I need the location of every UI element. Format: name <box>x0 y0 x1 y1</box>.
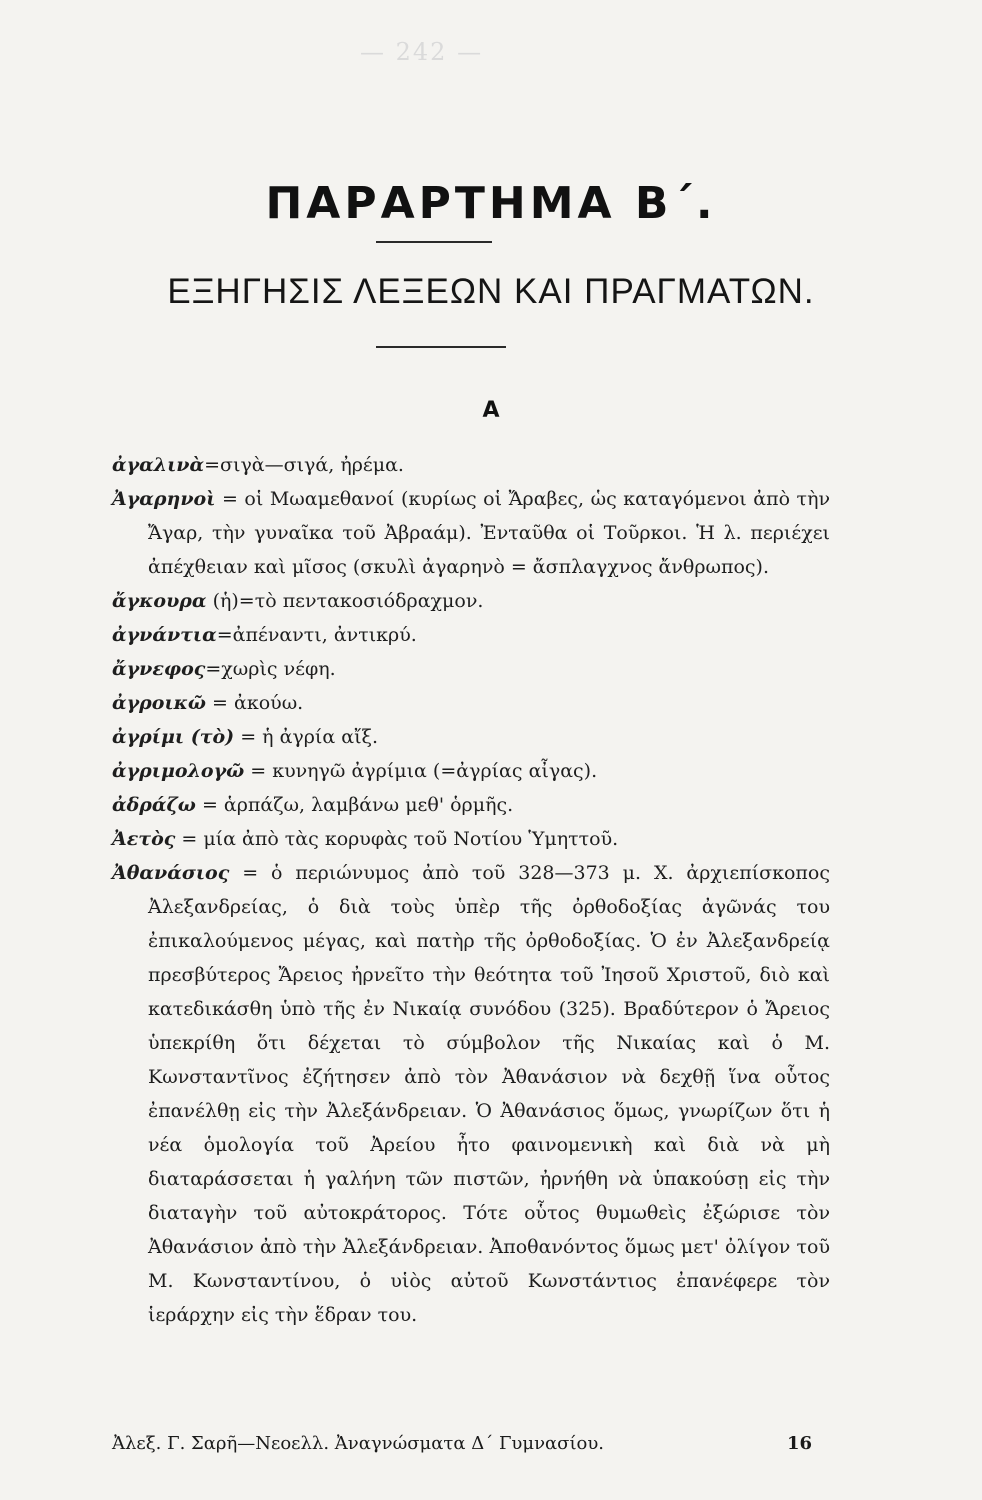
entry-term: ἀγροικῶ <box>112 692 206 714</box>
entry-term: Ἀετὸς <box>112 828 176 850</box>
entry-definition: = ὁ περιώνυμος ἀπὸ τοῦ 328—373 μ. Χ. ἀρχιεπίσκοπος Ἀλεξανδρείας, ὁ διὰ τοὺς ὑπὲρ τῆς ὀρθοδοξίας ἀγῶνάς του ἐπικαλούμενος μέγας, καὶ πατὴρ τῆς ὀρθοδοξίας. Ὁ ἐν Ἀλεξανδρείᾳ πρεσβύτερος Ἄρειος ἠρνεῖτο τὴν θεότητα τοῦ Ἰησοῦ Χριστοῦ, διὸ καὶ κατεδικάσθη ὑπὸ τῆς ἐν Νικαίᾳ συνόδου (325). Βραδύτερον ὁ Ἄρειος ὑπεκρίθη ὅτι δέχεται τὸ σύμβολον τῆς Νικαίας καὶ ὁ Μ. Κωνσταντῖνος ἐζήτησεν ἀπὸ τὸν Ἀθανάσιον νὰ δεχθῇ ἵνα οὗτος ἐπανέλθῃ εἰς τὴν Ἀλεξάνδρειαν. Ὁ Ἀθανάσιος ὅμως, γνωρίζων ὅτι ἡ νέα ὁμολογία τοῦ Ἀρείου ἦτο φαινομενικὴ καὶ διὰ νὰ μὴ διαταράσσεται ἡ γαλήνη τῶν πιστῶν, ἠρνήθη νὰ ὑπακούσῃ εἰς τὴν διαταγὴν τοῦ αὐτοκράτορος. Τότε οὗτος θυμωθεὶς ἐξώρισε τὸν Ἀθανάσιον ἀπὸ τὴν Ἀλεξάνδρειαν. Ἀποθανόντος ὅμως μετ' ὀλίγον τοῦ Μ. Κωνσταντίνου, ὁ υἱὸς αὐτοῦ Κωνστάντιος ἐπανέφερε τὸν ἱεράρχην εἰς τὴν ἕδραν του. <box>148 862 830 1326</box>
entry-definition: = ἀκούω. <box>206 692 304 714</box>
entry-definition: = οἱ Μωαμεθανοί (κυρίως οἱ Ἄραβες, ὡς καταγόμενοι ἀπὸ τὴν Ἄγαρ, τὴν γυναῖκα τοῦ Ἀβραάμ). Ἐνταῦθα οἱ Τοῦρκοι. Ἡ λ. περιέχει ἀπέχθειαν καὶ μῖσος (σκυλὶ ἀγαρηνὸ = ἄσπλαγχνος ἄνθρωπος). <box>148 488 830 578</box>
entry-definition: =σιγὰ—σιγά, ἠρέμα. <box>204 454 404 476</box>
entry-definition: = ἡ ἀγρία αἴξ. <box>234 726 379 748</box>
entry-definition: = μία ἀπὸ τὰς κορυφὰς τοῦ Νοτίου Ὑμηττοῦ. <box>175 828 619 850</box>
entry-term: ἀγριμολογῶ <box>112 760 245 782</box>
entry-definition: = ἁρπάζω, λαμβάνω μεθ' ὁρμῆς. <box>195 794 514 816</box>
footer-source: Ἀλεξ. Γ. Σαρῆ—Νεοελλ. Ἀναγνώσματα Δ΄ Γυμνασίου. <box>112 1433 605 1454</box>
glossary-entry <box>112 822 830 856</box>
glossary-entry <box>112 754 830 788</box>
bleed-through-page-number: — 242 — <box>360 38 484 66</box>
glossary-entry <box>112 720 830 754</box>
glossary-entry <box>112 652 830 686</box>
page-footer <box>112 1433 812 1454</box>
glossary-entry <box>112 788 830 822</box>
entry-term: ἀγαλινὰ <box>112 454 205 476</box>
page-number: 16 <box>786 1433 812 1454</box>
glossary-entry <box>112 482 830 584</box>
entry-definition: =χωρὶς νέφη. <box>205 658 336 680</box>
entry-definition: =ἀπέναντι, ἀντικρύ. <box>216 624 417 646</box>
glossary-entry <box>112 448 830 482</box>
glossary-entry <box>112 856 830 1332</box>
entry-term: ἀγνάντια <box>112 624 217 646</box>
letter-heading: Α <box>482 398 500 423</box>
entry-term: ἀδράζω <box>112 794 196 816</box>
entry-term: ἀγρίμι (τὸ) <box>112 726 235 748</box>
entry-term: ἄγνεφος <box>112 658 206 680</box>
glossary-entry <box>112 584 830 618</box>
entry-definition: = κυνηγῶ ἀγρίμια (=ἀγρίας αἶγας). <box>244 760 598 782</box>
glossary-entries <box>112 448 830 1332</box>
glossary-entry <box>112 686 830 720</box>
divider-rule <box>376 241 492 243</box>
appendix-title: ΠΑΡΑΡΤΗΜΑ Β΄. <box>265 178 717 229</box>
section-title: ΕΞΗΓΗΣΙΣ ΛΕΞΕΩΝ ΚΑΙ ΠΡΑΓΜΑΤΩΝ. <box>167 272 815 311</box>
entry-term: Ἀθανάσιος <box>112 862 230 884</box>
divider-rule <box>376 346 506 348</box>
glossary-entry <box>112 618 830 652</box>
entry-definition: (ἡ)=τὸ πεντακοσιόδραχμον. <box>206 590 484 612</box>
entry-term: ἄγκουρα <box>112 590 207 612</box>
entry-term: Ἀγαρηνοὶ <box>112 488 216 510</box>
